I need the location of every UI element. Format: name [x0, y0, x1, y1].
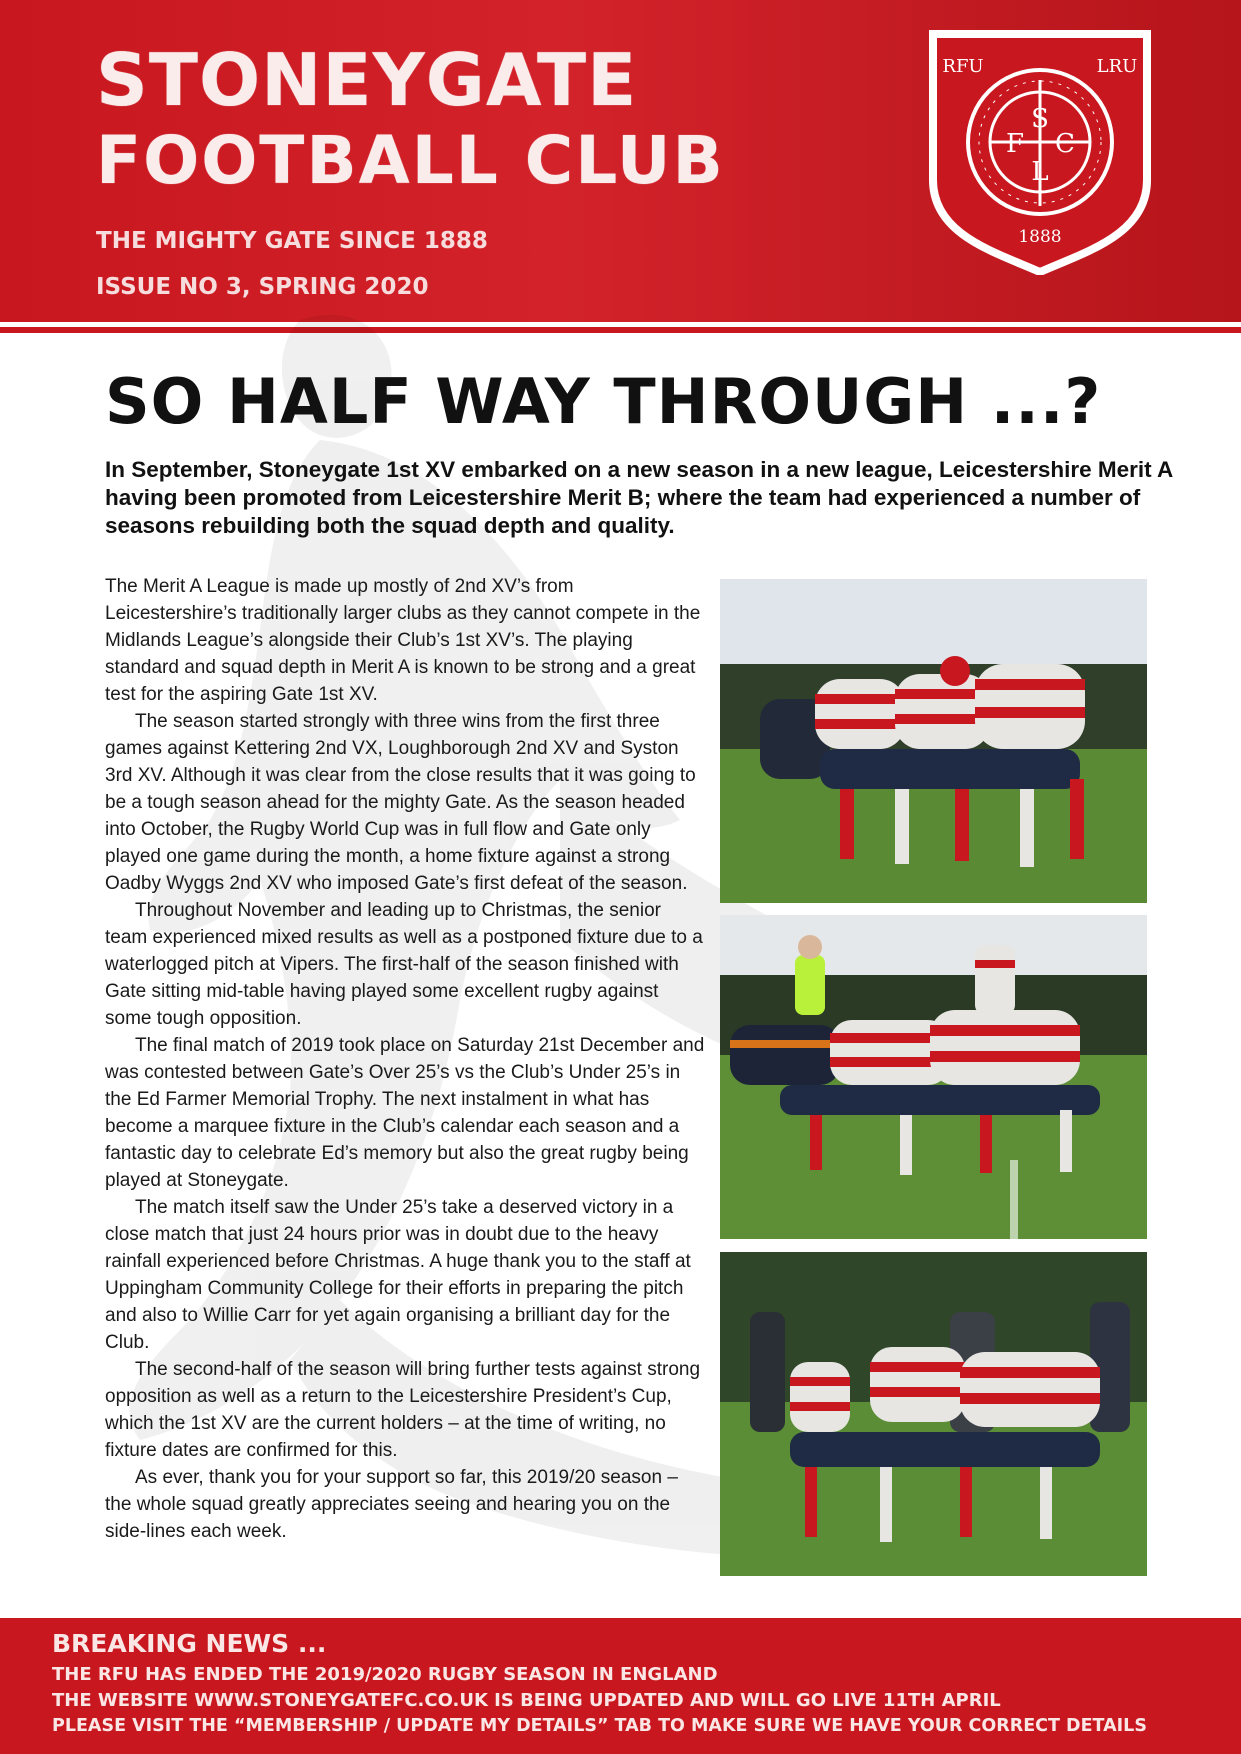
crest-year: 1888 [1018, 227, 1062, 247]
crest-letter-right: C [1055, 129, 1075, 159]
club-name-line1: STONEYGATE [96, 38, 638, 122]
article-intro: In September, Stoneygate 1st XV embarked on a new season in a new league, Leicestershire Merit A having been promoted from Leicestershire Merit B; where the team had experienced a number of seasons rebuilding both the squad depth and quality. [105, 457, 1173, 538]
crest-letter-left: F [1005, 129, 1025, 159]
scrum-photo-1 [720, 579, 1147, 903]
article-paragraph: The final match of 2019 took place on Saturday 21st December and was contested between Gate’s Over 25’s vs the Club’s Under 25’s in the Ed Farmer Memorial Trophy. The next instalment in what has become a marquee fixture in the Club’s calendar each season and a fantastic day to celebrate Ed’s memory but also the great rugby being played at Stoneygate. [105, 1035, 705, 1191]
crest-right-label: LRU [1096, 56, 1138, 77]
article-paragraph: The second-half of the season will bring further tests against strong opposition as well as a return to the Leicestershire President’s Cup, which the 1st XV are the current holders – at the time of writing, no fixture dates are confirmed for this. [105, 1359, 701, 1461]
article-paragraph: The Merit A League is made up mostly of 2nd XV’s from Leicestershire’s traditionally larger clubs as they cannot compete in the Midlands League’s alongside their Club’s 1st XV’s. The playing standard and squad depth in Merit A is known to be strong and a great test for the aspiring Gate 1st XV. [105, 576, 701, 705]
article-paragraph: Throughout November and leading up to Christmas, the senior team experienced mixed results as well as a postponed fixture due to a waterlogged pitch at Vipers. The first-half of the season finished with Gate sitting mid-table having played some excellent rugby against some tough opposition. [105, 900, 703, 1029]
article-paragraph: As ever, thank you for your support so far, this 2019/20 season – the whole squad greatly appreciates seeing and hearing you on the side-lines each week. [105, 1467, 678, 1542]
crest-letter-top: S [1031, 104, 1049, 134]
article-headline: SO HALF WAY THROUGH ...? [105, 365, 1102, 438]
club-tagline: THE MIGHTY GATE SINCE 1888 [96, 228, 488, 254]
article-paragraph: The match itself saw the Under 25’s take a deserved victory in a close match that just 24 hours prior was in doubt due to the heavy rainfall experienced before Christmas. A huge thank you to the staff at Uppingham Community College for their efforts in preparing the pitch and also to Willie Carr for yet again organising a brilliant day for the Club. [105, 1197, 691, 1353]
breaking-news-line: THE WEBSITE WWW.STONEYGATEFC.CO.UK IS BEING UPDATED AND WILL GO LIVE 11TH APRIL [52, 1690, 1001, 1711]
breaking-news-line: PLEASE VISIT THE “MEMBERSHIP / UPDATE MY DETAILS” TAB TO MAKE SURE WE HAVE YOUR CORRECT DETAILS [52, 1716, 1147, 1736]
crest-letter-bottom: L [1031, 157, 1049, 187]
article-paragraph: The season started strongly with three wins from the first three games against Kettering 2nd VX, Loughborough 2nd XV and Syston 3rd XV. Although it was clear from the close results that it was going to be a tough season ahead for the mighty Gate. As the season headed into October, the Rugby World Cup was in full flow and Gate only played one game during the month, a home fixture against a strong Oadby Wyggs 2nd XV who imposed Gate’s first defeat of the season. [105, 711, 696, 894]
club-crest-logo [925, 30, 1155, 275]
breaking-news-title: BREAKING NEWS ... [52, 1629, 327, 1658]
article-body [105, 573, 705, 1545]
breaking-news-line: THE RFU HAS ENDED THE 2019/2020 RUGBY SEASON IN ENGLAND [52, 1664, 718, 1685]
club-name-line2: FOOTBALL CLUB [96, 122, 725, 199]
issue-number: ISSUE NO 3, SPRING 2020 [96, 274, 429, 300]
maul-photo-3 [720, 1252, 1147, 1576]
scrum-photo-2 [720, 915, 1147, 1239]
crest-left-label: RFU [942, 56, 984, 77]
